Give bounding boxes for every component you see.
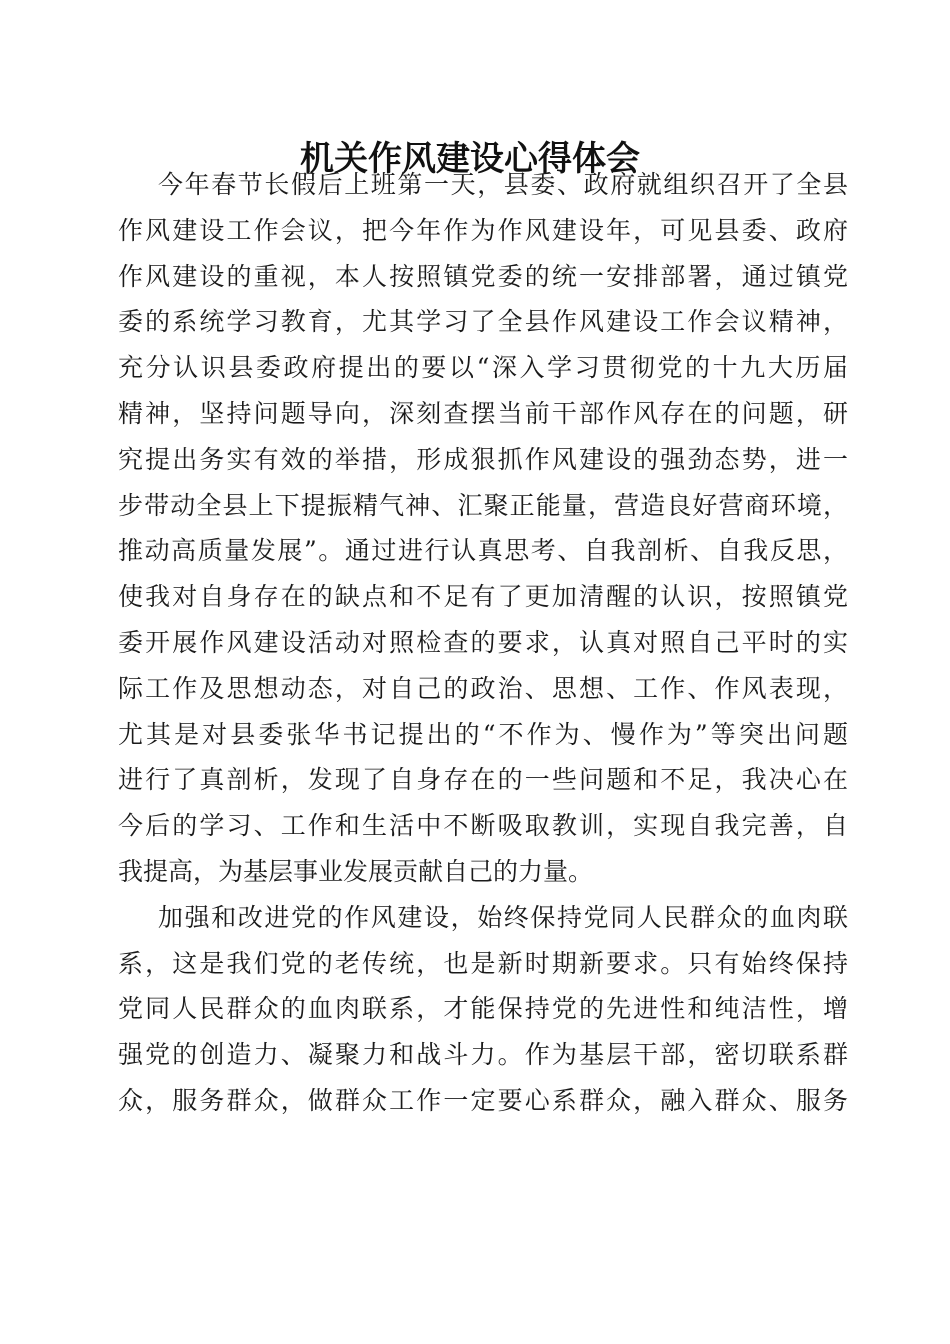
paragraph-2-line-4: 强党的创造力、凝聚力和战斗力。作为基层干部，密切联系群 — [118, 1040, 848, 1070]
document-title: 机关作风建设心得体会 — [300, 139, 640, 179]
paragraph-2-line-1: 加强和改进党的作风建设，始终保持党同人民群众的血肉联 — [158, 902, 848, 932]
paragraph-1-line-14: 进行了真剖析，发现了自身存在的一些问题和不足，我决心在 — [118, 765, 848, 795]
paragraph-1-line-5: 充分认识县委政府提出的要以“深入学习贯彻党的十九大历届 — [118, 353, 848, 383]
paragraph-2-line-2: 系，这是我们党的老传统，也是新时期新要求。只有始终保持 — [118, 948, 848, 978]
paragraph-1-line-7: 究提出务实有效的举措，形成狠抓作风建设的强劲态势，进一 — [118, 444, 848, 474]
paragraph-2-line-3: 党同人民群众的血肉联系，才能保持党的先进性和纯洁性，增 — [118, 994, 848, 1024]
paragraph-1-line-2: 作风建设工作会议，把今年作为作风建设年，可见县委、政府 — [118, 215, 848, 245]
paragraph-1-line-13: 尤其是对县委张华书记提出的“不作为、慢作为”等突出问题 — [118, 719, 848, 749]
paragraph-1-line-10: 使我对自身存在的缺点和不足有了更加清醒的认识，按照镇党 — [118, 582, 848, 612]
paragraph-1-line-4: 委的系统学习教育，尤其学习了全县作风建设工作会议精神， — [118, 307, 848, 337]
paragraph-1-line-12: 际工作及思想动态，对自己的政治、思想、工作、作风表现， — [118, 673, 848, 703]
paragraph-1-line-16: 我提高，为基层事业发展贡献自己的力量。 — [118, 856, 594, 886]
paragraph-1-line-11: 委开展作风建设活动对照检查的要求，认真对照自己平时的实 — [118, 627, 848, 657]
paragraph-1-line-3: 作风建设的重视，本人按照镇党委的统一安排部署，通过镇党 — [118, 261, 848, 291]
paragraph-2-line-5: 众，服务群众，做群众工作一定要心系群众，融入群众、服务 — [118, 1085, 848, 1115]
paragraph-1-line-1: 今年春节长假后上班第一天，县委、政府就组织召开了全县 — [158, 170, 848, 199]
paragraph-1-line-8: 步带动全县上下提振精气神、汇聚正能量，营造良好营商环境， — [118, 490, 848, 520]
document-body — [118, 162, 848, 1124]
paragraph-1-line-6: 精神，坚持问题导向，深刻查摆当前干部作风存在的问题，研 — [118, 398, 848, 428]
paragraph-1-line-15: 今后的学习、工作和生活中不断吸取教训，实现自我完善，自 — [118, 811, 848, 841]
paragraph-1-line-9: 推动高质量发展”。通过进行认真思考、自我剖析、自我反思， — [118, 536, 848, 566]
